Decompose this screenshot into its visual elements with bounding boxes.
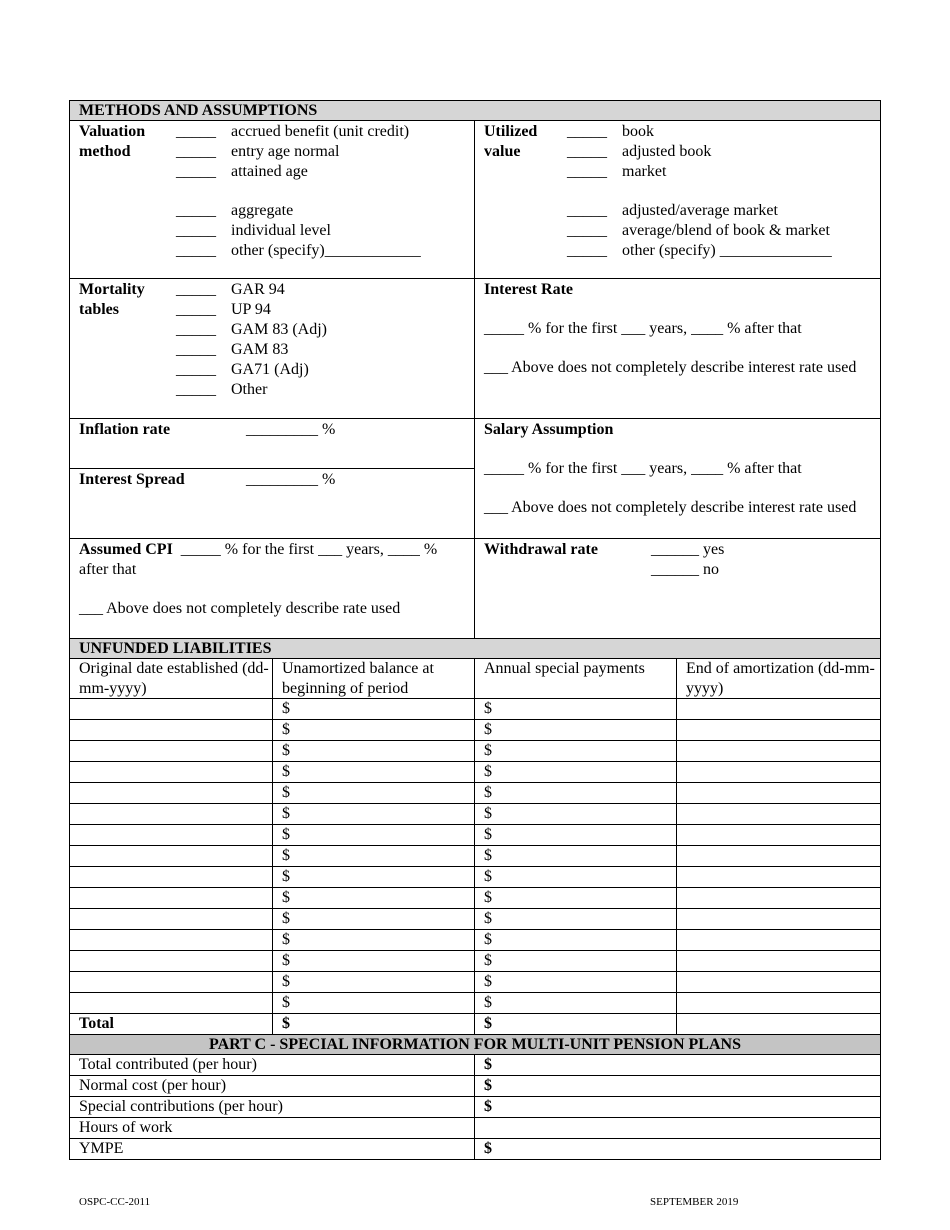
- amortization-end-cell[interactable]: [677, 783, 880, 803]
- mortality-row: [69, 278, 881, 418]
- utilized-option[interactable]: other (specify) ______________: [622, 242, 832, 259]
- partc-value[interactable]: $: [484, 1098, 492, 1115]
- date-established-cell[interactable]: [70, 888, 273, 908]
- date-established-cell[interactable]: [70, 930, 273, 950]
- date-established-cell[interactable]: [70, 783, 273, 803]
- payments-cell[interactable]: $: [475, 867, 677, 887]
- utilized-option: average/blend of book & market: [622, 222, 830, 239]
- salary-assumption-note[interactable]: ___ Above does not completely describe interest rate used: [484, 499, 857, 516]
- date-established-cell[interactable]: [70, 846, 273, 866]
- withdrawal-rate-label: Withdrawal rate: [484, 541, 598, 558]
- amortization-end-cell[interactable]: [677, 825, 880, 845]
- utilized-blank[interactable]: _____: [567, 143, 607, 160]
- balance-cell[interactable]: $: [273, 888, 475, 908]
- assumed-cpi-label: Assumed CPI: [79, 541, 173, 558]
- valuation-option: accrued benefit (unit credit): [231, 123, 410, 140]
- balance-cell[interactable]: $: [273, 783, 475, 803]
- utilized-blank[interactable]: _____: [567, 123, 607, 140]
- mortality-option: GAR 94: [231, 281, 285, 298]
- total-payments[interactable]: $: [475, 1014, 677, 1034]
- payments-cell[interactable]: $: [475, 951, 677, 971]
- form-date: SEPTEMBER 2019: [650, 1196, 739, 1208]
- date-established-cell[interactable]: [70, 825, 273, 845]
- amortization-end-cell[interactable]: [677, 846, 880, 866]
- table-row: [70, 846, 880, 867]
- col-unamortized-balance: Unamortized balance at beginning of period: [273, 659, 475, 698]
- valuation-blank[interactable]: _____: [176, 222, 216, 239]
- partc-value[interactable]: $: [484, 1077, 492, 1094]
- payments-cell[interactable]: $: [475, 804, 677, 824]
- amortization-end-cell[interactable]: [677, 930, 880, 950]
- assumed-cpi-text[interactable]: _____ % for the first ___ years, ____ % after that: [79, 541, 438, 578]
- mortality-blank[interactable]: _____: [176, 341, 216, 358]
- withdrawal-rate-cell: [475, 539, 880, 638]
- list-item: [70, 1138, 880, 1159]
- partc-label: Total contributed (per hour): [70, 1055, 475, 1075]
- table-row: [70, 720, 880, 741]
- payments-cell[interactable]: $: [475, 930, 677, 950]
- payments-cell[interactable]: $: [475, 972, 677, 992]
- valuation-label-1: Valuation: [79, 123, 146, 140]
- interest-rate-line[interactable]: _____ % for the first ___ years, ____ % after that: [484, 320, 802, 337]
- date-established-cell[interactable]: [70, 972, 273, 992]
- table-row: [70, 804, 880, 825]
- date-established-cell[interactable]: [70, 993, 273, 1013]
- valuation-label-2: method: [79, 143, 131, 160]
- mortality-label-2: tables: [79, 301, 119, 318]
- col-annual-special-payments: Annual special payments: [475, 659, 677, 698]
- interest-rate-note[interactable]: ___ Above does not completely describe interest rate used: [484, 359, 857, 376]
- valuation-blank[interactable]: _____: [176, 163, 216, 180]
- partc-value[interactable]: [475, 1118, 880, 1138]
- table-row: [70, 888, 880, 909]
- list-item: [70, 1055, 880, 1075]
- amortization-end-cell[interactable]: [677, 972, 880, 992]
- amortization-end-cell[interactable]: [677, 720, 880, 740]
- table-row: [70, 951, 880, 972]
- amortization-end-cell[interactable]: [677, 888, 880, 908]
- mortality-option: GAM 83: [231, 341, 289, 358]
- interest-rate-cell: [475, 279, 880, 418]
- table-row: [70, 783, 880, 804]
- payments-cell[interactable]: $: [475, 846, 677, 866]
- inflation-row: [69, 418, 881, 538]
- valuation-method-cell: [70, 121, 475, 278]
- partc-label: Hours of work: [70, 1118, 475, 1138]
- total-end: [677, 1014, 880, 1034]
- balance-cell[interactable]: $: [273, 972, 475, 992]
- valuation-option: attained age: [231, 163, 308, 180]
- balance-cell[interactable]: $: [273, 930, 475, 950]
- assumed-cpi-note[interactable]: ___ Above does not completely describe rate used: [79, 600, 401, 617]
- table-row: [70, 993, 880, 1014]
- balance-cell[interactable]: $: [273, 867, 475, 887]
- payments-cell[interactable]: $: [475, 888, 677, 908]
- withdrawal-yes[interactable]: ______ yes: [651, 541, 725, 558]
- valuation-blank[interactable]: _____: [176, 202, 216, 219]
- date-established-cell[interactable]: [70, 909, 273, 929]
- table-row: [70, 825, 880, 846]
- payments-cell[interactable]: $: [475, 993, 677, 1013]
- table-row: [70, 762, 880, 783]
- balance-cell[interactable]: $: [273, 804, 475, 824]
- table-row: [70, 972, 880, 993]
- table-row: [70, 867, 880, 888]
- interest-spread-label: Interest Spread: [79, 471, 185, 488]
- unfunded-total-row: [70, 1014, 880, 1034]
- valuation-option[interactable]: other (specify)____________: [231, 242, 421, 259]
- mortality-option: GAM 83 (Adj): [231, 321, 327, 338]
- valuation-option: entry age normal: [231, 143, 340, 160]
- salary-assumption-cell: [475, 419, 880, 538]
- partc-value[interactable]: $: [484, 1140, 492, 1157]
- balance-cell[interactable]: $: [273, 951, 475, 971]
- balance-cell[interactable]: $: [273, 699, 475, 719]
- interest-rate-title: Interest Rate: [484, 281, 574, 298]
- total-label: Total: [70, 1014, 273, 1034]
- inflation-value[interactable]: _________ %: [246, 421, 336, 438]
- payments-cell[interactable]: $: [475, 720, 677, 740]
- date-established-cell[interactable]: [70, 867, 273, 887]
- payments-cell[interactable]: $: [475, 741, 677, 761]
- valuation-blank[interactable]: _____: [176, 242, 216, 259]
- unfunded-table-header: [70, 659, 880, 699]
- partc-header: PART C - SPECIAL INFORMATION FOR MULTI-UNIT PENSION PLANS: [69, 1034, 881, 1054]
- payments-cell[interactable]: $: [475, 783, 677, 803]
- list-item: [70, 1117, 880, 1138]
- utilized-option: adjusted book: [622, 143, 712, 160]
- date-established-cell[interactable]: [70, 699, 273, 719]
- utilized-option: book: [622, 123, 654, 140]
- total-balance[interactable]: $: [273, 1014, 475, 1034]
- amortization-end-cell[interactable]: [677, 804, 880, 824]
- mortality-blank[interactable]: _____: [176, 381, 216, 398]
- salary-assumption-title: Salary Assumption: [484, 421, 614, 438]
- balance-cell[interactable]: $: [273, 741, 475, 761]
- date-established-cell[interactable]: [70, 720, 273, 740]
- col-original-date: Original date established (dd-mm-yyyy): [70, 659, 273, 698]
- mortality-blank[interactable]: _____: [176, 361, 216, 378]
- interest-spread-value[interactable]: _________ %: [246, 471, 336, 488]
- balance-cell[interactable]: $: [273, 762, 475, 782]
- balance-cell[interactable]: $: [273, 846, 475, 866]
- inflation-label: Inflation rate: [79, 421, 171, 438]
- partc-label: Special contributions (per hour): [70, 1097, 475, 1117]
- table-row: [70, 930, 880, 951]
- date-established-cell[interactable]: [70, 804, 273, 824]
- valuation-option: individual level: [231, 222, 331, 239]
- valuation-row: [69, 120, 881, 278]
- utilized-label-2: value: [484, 143, 521, 160]
- utilized-option: market: [622, 163, 667, 180]
- payments-cell[interactable]: $: [475, 825, 677, 845]
- unfunded-header: UNFUNDED LIABILITIES: [69, 638, 881, 658]
- mortality-cell: [70, 279, 475, 418]
- partc-label: YMPE: [70, 1139, 475, 1159]
- date-established-cell[interactable]: [70, 951, 273, 971]
- amortization-end-cell[interactable]: [677, 909, 880, 929]
- amortization-end-cell[interactable]: [677, 867, 880, 887]
- utilized-value-cell: [475, 121, 880, 278]
- unfunded-table: [69, 658, 881, 1034]
- mortality-label-1: Mortality: [79, 281, 145, 298]
- date-established-cell[interactable]: [70, 741, 273, 761]
- valuation-option: aggregate: [231, 202, 294, 219]
- list-item: [70, 1075, 880, 1096]
- amortization-end-cell[interactable]: [677, 993, 880, 1013]
- partc-label: Normal cost (per hour): [70, 1076, 475, 1096]
- assumed-cpi-cell: [70, 539, 475, 638]
- inflation-spread-cell: [70, 419, 475, 538]
- payments-cell[interactable]: $: [475, 909, 677, 929]
- mortality-blank[interactable]: _____: [176, 281, 216, 298]
- date-established-cell[interactable]: [70, 762, 273, 782]
- valuation-blank[interactable]: _____: [176, 123, 216, 140]
- pension-form: [69, 100, 881, 1160]
- withdrawal-no[interactable]: ______ no: [651, 561, 719, 578]
- methods-header: METHODS AND ASSUMPTIONS: [69, 100, 881, 120]
- mortality-blank[interactable]: _____: [176, 321, 216, 338]
- utilized-blank[interactable]: _____: [567, 163, 607, 180]
- form-id: OSPC-CC-2011: [79, 1196, 151, 1208]
- utilized-option: adjusted/average market: [622, 202, 778, 219]
- balance-cell[interactable]: $: [273, 825, 475, 845]
- table-row: [70, 699, 880, 720]
- utilized-blank[interactable]: _____: [567, 242, 607, 259]
- mortality-blank[interactable]: _____: [176, 301, 216, 318]
- utilized-blank[interactable]: _____: [567, 222, 607, 239]
- cpi-row: [69, 538, 881, 638]
- col-end-of-amortization: End of amortization (dd-mm-yyyy): [686, 660, 875, 697]
- mortality-option: Other: [231, 381, 268, 398]
- valuation-blank[interactable]: _____: [176, 143, 216, 160]
- amortization-end-cell[interactable]: [677, 741, 880, 761]
- table-row: [70, 741, 880, 762]
- balance-cell[interactable]: $: [273, 909, 475, 929]
- amortization-end-cell[interactable]: [677, 699, 880, 719]
- amortization-end-cell[interactable]: [677, 762, 880, 782]
- mortality-option: UP 94: [231, 301, 271, 318]
- balance-cell[interactable]: $: [273, 720, 475, 740]
- table-row: [70, 909, 880, 930]
- mortality-option: GA71 (Adj): [231, 361, 309, 378]
- utilized-blank[interactable]: _____: [567, 202, 607, 219]
- salary-assumption-line[interactable]: _____ % for the first ___ years, ____ % after that: [484, 460, 802, 477]
- partc-value[interactable]: $: [484, 1056, 492, 1073]
- payments-cell[interactable]: $: [475, 762, 677, 782]
- partc-table: [69, 1054, 881, 1160]
- utilized-label-1: Utilized: [484, 123, 538, 140]
- balance-cell[interactable]: $: [273, 993, 475, 1013]
- payments-cell[interactable]: $: [475, 699, 677, 719]
- list-item: [70, 1096, 880, 1117]
- amortization-end-cell[interactable]: [677, 951, 880, 971]
